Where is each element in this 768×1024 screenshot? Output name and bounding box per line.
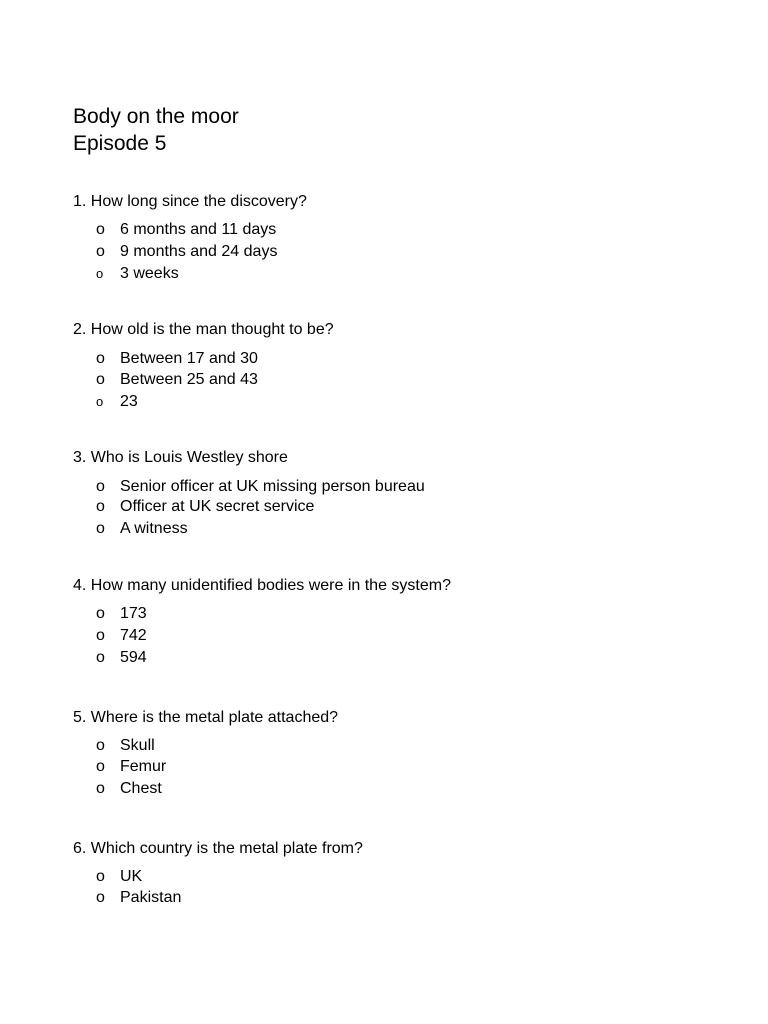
question-3: 3. Who is Louis Westley shore	[73, 449, 288, 466]
question-1-option-1	[96, 220, 276, 240]
option-label: 6 months and 11 days	[120, 221, 277, 238]
question-5-option-2	[96, 757, 166, 777]
question-1-option-2	[96, 242, 277, 262]
bullet-icon: o	[96, 868, 105, 885]
question-6: 6. Which country is the metal plate from?	[73, 840, 363, 857]
option-label: Senior officer at UK missing person bureau	[120, 478, 425, 495]
bullet-icon: o	[96, 737, 105, 754]
option-label: 9 months and 24 days	[120, 243, 278, 260]
question-4-option-2	[96, 626, 147, 646]
option-label: A witness	[120, 520, 188, 537]
document-subtitle: Episode 5	[73, 132, 167, 155]
option-label: UK	[120, 868, 143, 885]
bullet-icon: o	[96, 243, 105, 260]
question-3-option-1	[96, 477, 425, 497]
option-label: Femur	[120, 758, 167, 775]
question-1: 1. How long since the discovery?	[73, 193, 307, 210]
question-6-option-2	[96, 888, 181, 908]
bullet-icon: o	[96, 478, 105, 495]
question-4: 4. How many unidentified bodies were in the system?	[73, 577, 451, 594]
question-3-option-2	[96, 497, 314, 517]
bullet-icon: o	[96, 221, 105, 238]
option-label: Officer at UK secret service	[120, 498, 315, 515]
question-5: 5. Where is the metal plate attached?	[73, 709, 339, 726]
option-label: Between 25 and 43	[120, 371, 258, 388]
bullet-icon: o	[96, 627, 105, 644]
question-4-option-3	[96, 648, 147, 668]
bullet-icon: o	[96, 350, 105, 367]
option-label: Pakistan	[120, 889, 182, 906]
bullet-icon: o	[96, 266, 104, 281]
question-1-option-3	[96, 264, 179, 284]
question-5-option-3	[96, 779, 162, 799]
bullet-icon: o	[96, 649, 105, 666]
bullet-icon: o	[96, 605, 105, 622]
bullet-icon: o	[96, 889, 105, 906]
question-3-option-3	[96, 519, 188, 539]
bullet-icon: o	[96, 498, 105, 515]
question-5-option-1	[96, 736, 155, 756]
bullet-icon: o	[96, 371, 105, 388]
question-4-option-1	[96, 604, 147, 624]
question-2-option-2	[96, 370, 258, 390]
option-label: 3 weeks	[120, 265, 179, 282]
option-label: 23	[120, 393, 138, 410]
option-label: 594	[120, 649, 147, 666]
bullet-icon: o	[96, 780, 105, 797]
option-label: 173	[120, 605, 147, 622]
question-2-option-1	[96, 349, 258, 369]
question-6-option-1	[96, 867, 142, 887]
option-label: 742	[120, 627, 147, 644]
option-label: Between 17 and 30	[120, 350, 258, 367]
option-label: Chest	[120, 780, 162, 797]
option-label: Skull	[120, 737, 155, 754]
bullet-icon: o	[96, 394, 104, 409]
question-2: 2. How old is the man thought to be?	[73, 321, 334, 338]
question-2-option-3	[96, 392, 138, 412]
bullet-icon: o	[96, 758, 105, 775]
bullet-icon: o	[96, 520, 105, 537]
document-title: Body on the moor	[73, 105, 239, 128]
